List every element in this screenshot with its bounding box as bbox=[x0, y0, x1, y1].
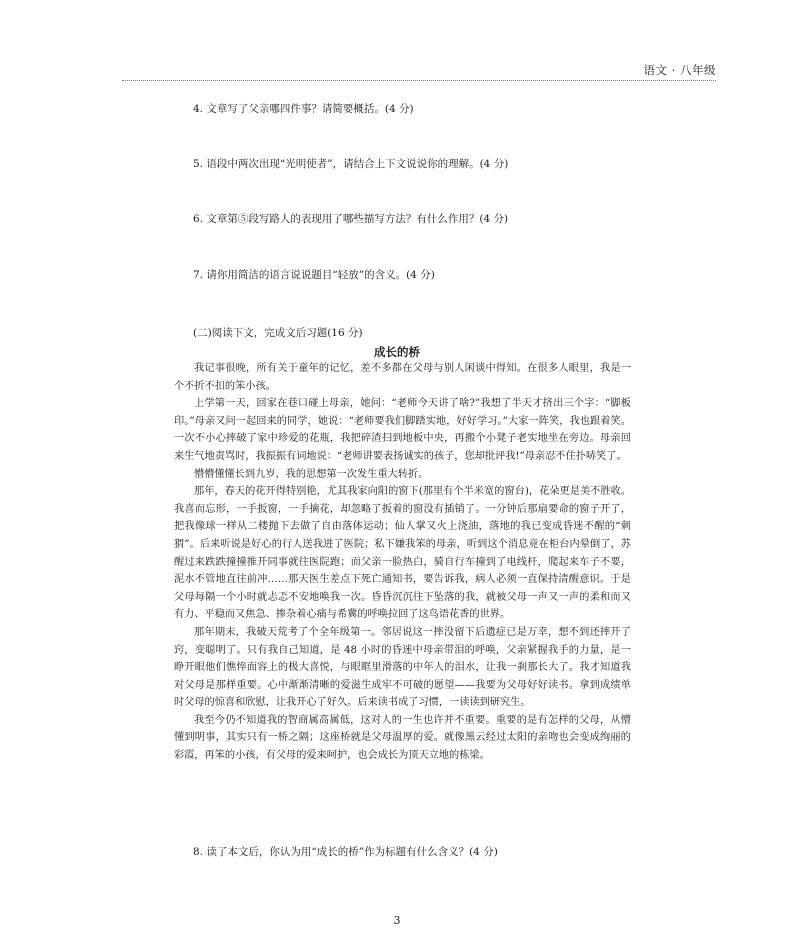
article-paragraph: 那年，春天的花开得特别艳，尤其我家向阳的窗下(那里有个半米宽的窗台)，花朵更是美不胜收。我喜而忘形，一手扳窗，一手摘花，却忽略了扳着的窗没有插销了。一分钟后那扇要命的窗子开了，把我像球一样从二楼抛下去做了自由落体运动；仙人掌又火上浇油，落地的我已变成昏迷不醒的“刺猬”。后来听说是好心的行人送我进了医院；私下嫌我笨的母亲，听到这个消息竟在柜台内晕倒了，苏醒过来跌跌撞撞推开同事就往医院跑；而父亲一脸热白，骑自行车撞到了电线杆，爬起来车子不要，泥水不管地直往前冲……那天医生差点下死亡通知书，要告诉我，病人必须一直保持清醒意识。于是父母每隔一个小时就忐忑不安地唤我一次。昏昏沉沉往下坠落的我，就被父母一声又一声的柔和而又有力、平稳而又焦急、掺杂着心痛与希冀的呼唤拉回了这鸟语花香的世界。 bbox=[174, 486, 631, 621]
article-title: 成长的桥 bbox=[374, 345, 420, 359]
article-paragraph: 我记事很晚，所有关于童年的记忆，差不多都在父母与别人闲谈中得知。在很多人眼里，我是一个不折不扣的笨小孩。 bbox=[174, 363, 631, 392]
question-4: 4. 文章写了父亲哪四件事？请简要概括。(4 分) bbox=[193, 103, 414, 115]
article-paragraph: 那年期末，我破天荒考了个全年级第一。邻居说这一摔没留下后遗症已是万幸，想不到还摔开了窍，变聪明了。只有我自己知道，是 48 小时的昏迷中母亲带泪的呼唤，父亲紧握我手的力量，是一睁开眼他们憔悴面容上的极大喜悦，与眼眶里滑落的中年人的泪水，让我一刹那长大了。我才知道我对父母是那样重要。心中渐渐清晰的爱滋生成牢不可破的愿望——我要为父母好好读书。拿到成绩单时父母的惊喜和欣慰，让我开心了好久。后来读书成了习惯，一读读到研究生。 bbox=[174, 626, 631, 709]
question-8: 8. 读了本文后，你认为用“成长的桥”作为标题有什么含义？(4 分) bbox=[193, 846, 498, 858]
reading-section-heading: (二)阅读下文，完成文后习题(16 分) bbox=[193, 327, 363, 339]
question-6: 6. 文章第⑤段写路人的表现用了哪些描写方法？有什么作用？(4 分) bbox=[193, 213, 509, 225]
article-body bbox=[174, 360, 631, 765]
question-7: 7. 请你用简洁的语言说说题目“轻放”的含义。(4 分) bbox=[193, 269, 435, 281]
header-subject-grade: 语文 · 八年级 bbox=[643, 63, 716, 77]
article-paragraph: 我至今仍不知道我的智商属高属低，这对人的一生也许并不重要。重要的是有怎样的父母，从懵懂到明事，其实只有一桥之隔；这座桥就是父母温厚的爱。就像黑云经过太阳的亲吻也会变成绚丽的彩霞，再笨的小孩，有父母的爱来呵护，也会成长为顶天立地的栋梁。 bbox=[174, 714, 631, 762]
article-paragraph: 懵懵懂懂长到九岁，我的思想第一次发生重大转折。 bbox=[194, 468, 429, 480]
header-divider bbox=[122, 80, 716, 81]
article-paragraph: 上学第一天，回家在巷口碰上母亲，她问：“老师今天讲了啥?”我想了半天才挤出三个字：“脚板印。”母亲又问一起回来的同学，她说：“老师要我们脚踏实地，好好学习。”大家一阵笑，我也跟着笑。一次不小心摔破了家中珍爱的花瓶，我把碎渣扫到地板中央，再搬个小凳子老实地坐在旁边。母亲回来生气地责骂时，我振振有词地说：“老师讲要表扬诚实的孩子，您却批评我!”母亲忍不住扑哧笑了。 bbox=[174, 398, 631, 462]
page-number: 3 bbox=[393, 914, 401, 927]
question-5: 5. 语段中两次出现“光明使者”，请结合上下文说说你的理解。(4 分) bbox=[193, 158, 509, 170]
